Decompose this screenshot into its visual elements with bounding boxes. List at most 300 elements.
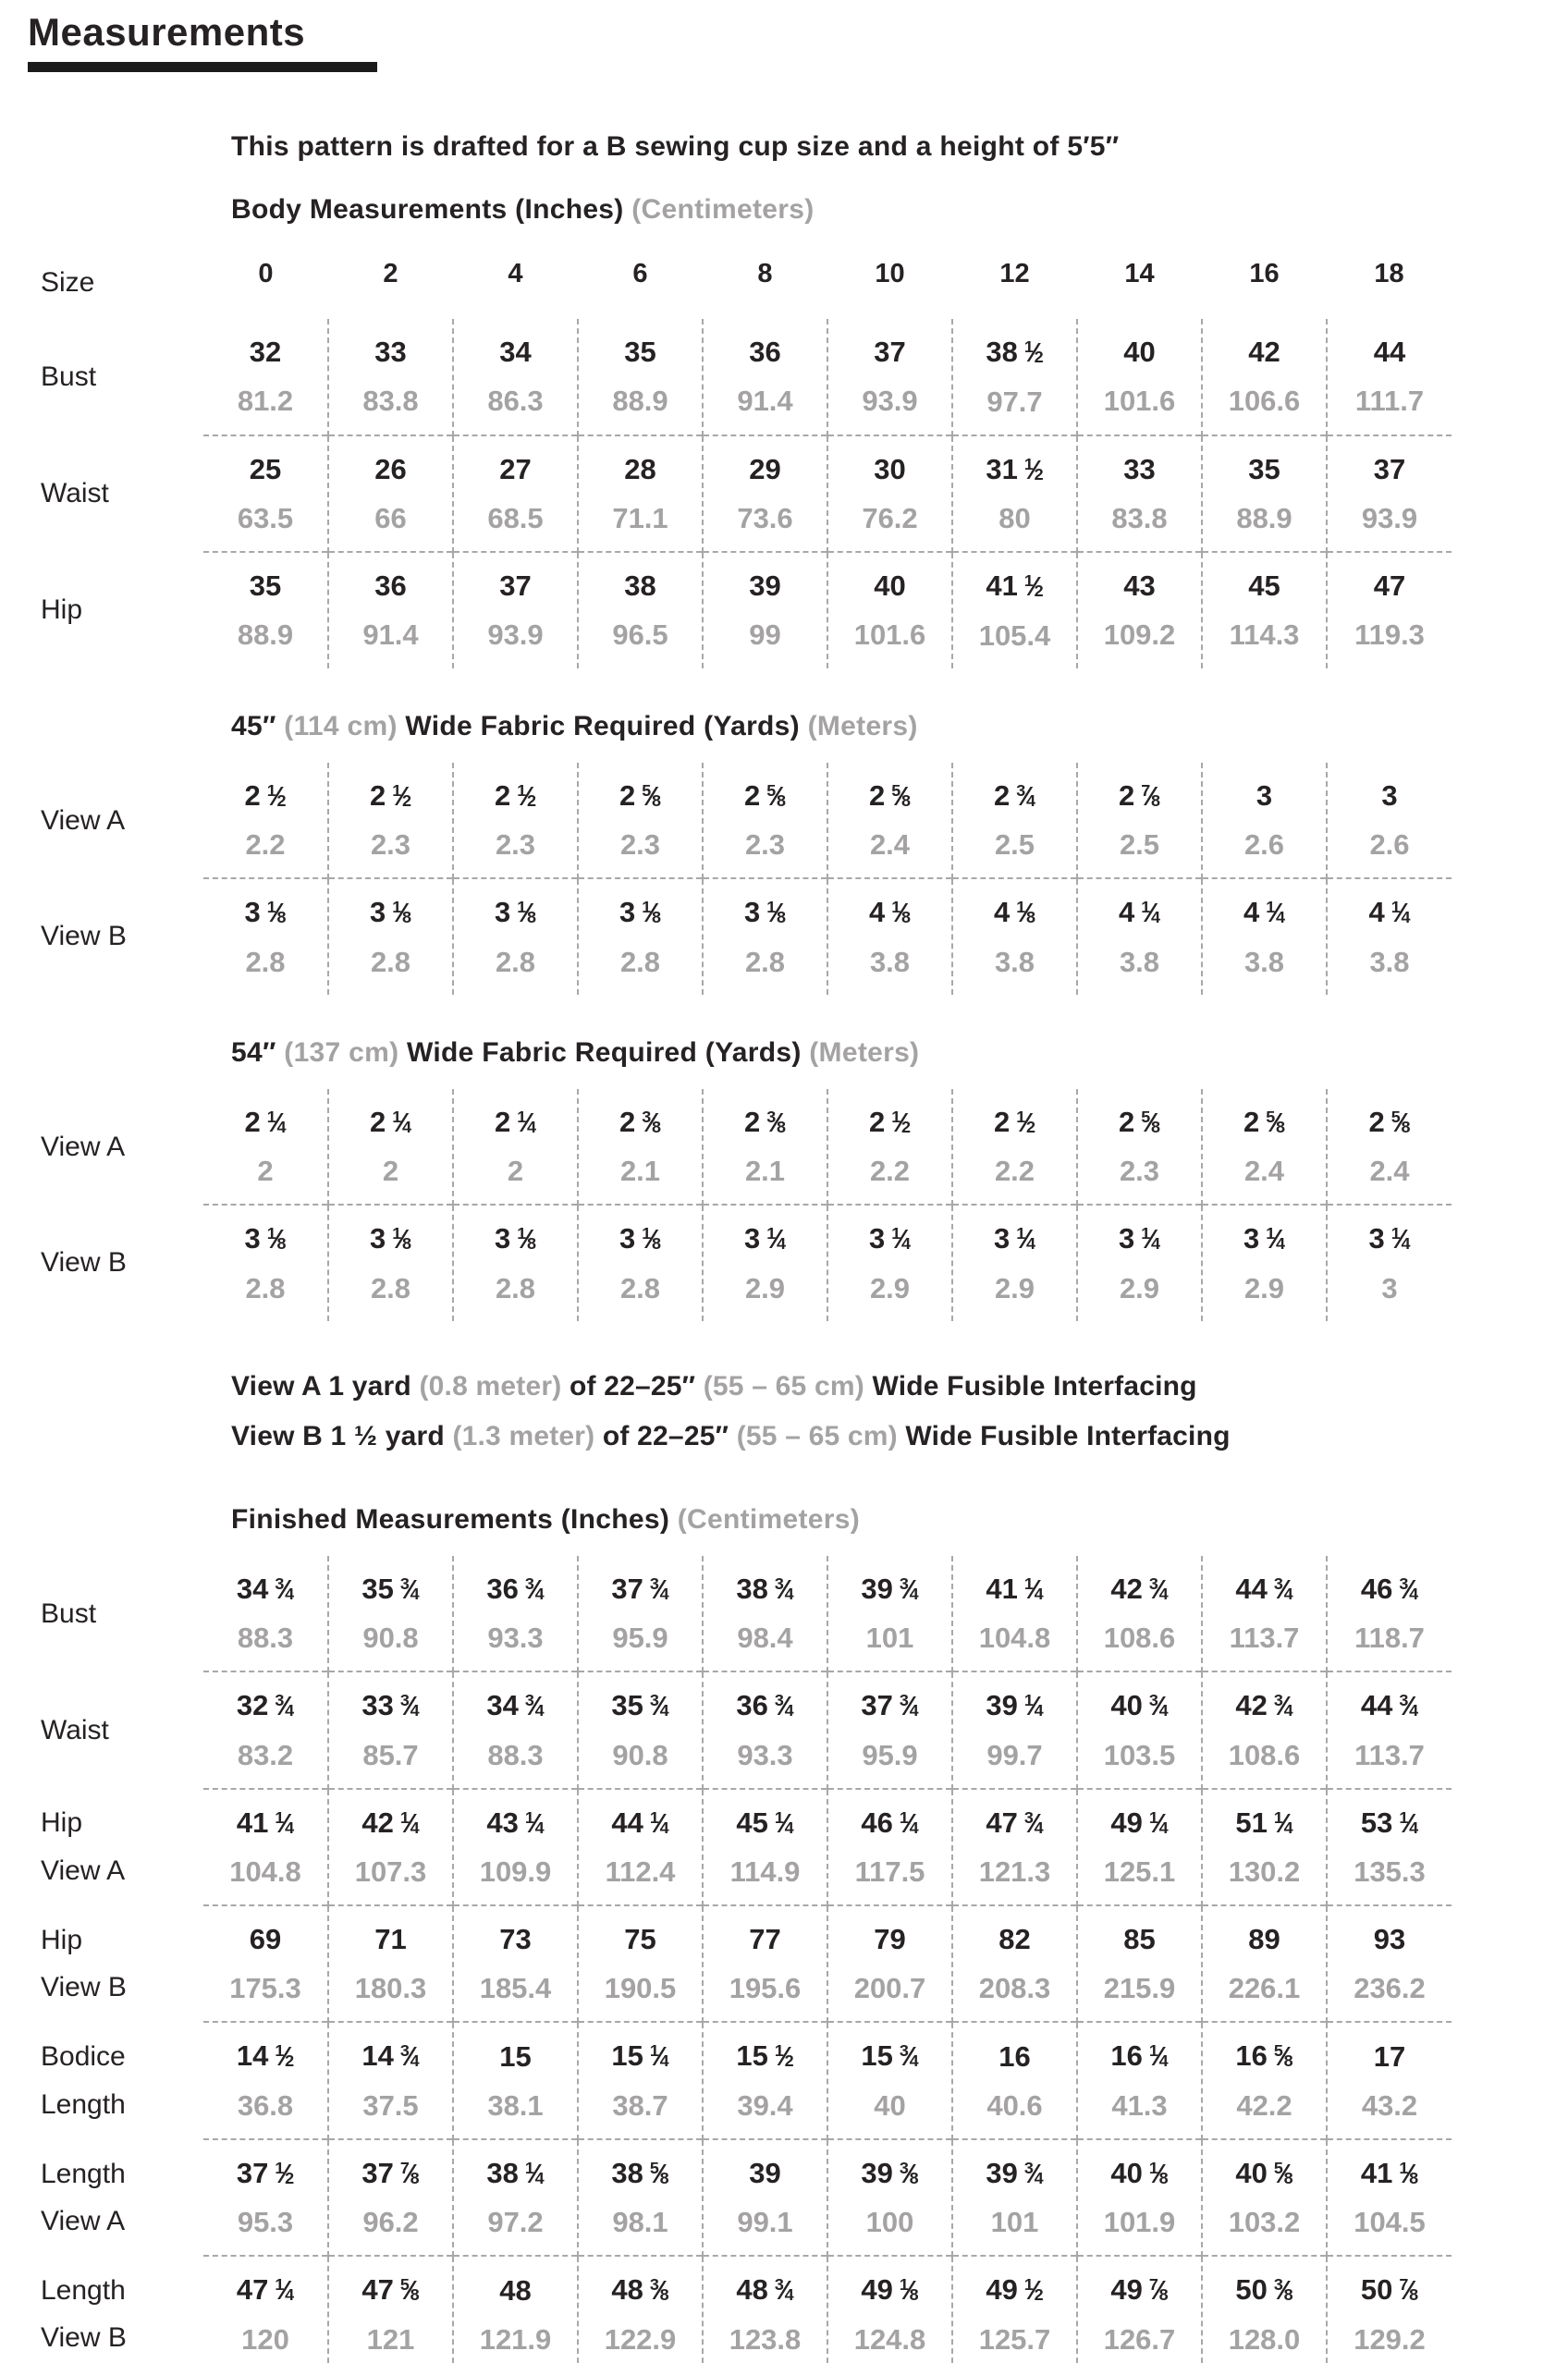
cm-value: 2.8 — [245, 1271, 286, 1304]
inches-value: 26 — [374, 452, 407, 485]
measurement-cell — [1327, 763, 1452, 879]
fraction: $^1$⁄4 — [1148, 1807, 1169, 1839]
cm-value: 114.9 — [729, 1855, 801, 1889]
row-waist — [28, 1671, 1452, 1789]
measurement-cell — [1077, 1671, 1202, 1789]
inches-value: 3 $^1$⁄8 — [244, 1222, 287, 1255]
inches-value: 4 $^1$⁄4 — [1243, 896, 1285, 929]
measurement-cell — [1077, 552, 1202, 668]
cm-value: 185.4 — [479, 1972, 552, 2005]
measurement-cell — [1327, 2022, 1452, 2139]
measurement-cell — [1202, 1671, 1327, 1789]
fraction: $^1$⁄4 — [1148, 2041, 1169, 2073]
fraction: $^1$⁄2 — [517, 780, 536, 812]
measurement-cell — [328, 878, 453, 995]
measurement-cell — [1202, 1556, 1327, 1672]
measurement-cell — [328, 435, 453, 553]
page-title: Measurements — [28, 10, 306, 54]
inches-value: 3 $^1$⁄8 — [619, 896, 661, 929]
inches-value: 38 — [624, 569, 656, 603]
inches-value: 32 $^3$⁄4 — [236, 1689, 295, 1722]
inches-value: 37 — [874, 336, 906, 369]
measurement-cell — [827, 552, 952, 668]
measurement-cell — [1077, 1205, 1202, 1321]
row-hip — [28, 552, 1452, 668]
cm-value: 88.3 — [487, 1738, 544, 1771]
fraction: $^1$⁄2 — [891, 1107, 911, 1138]
inches-value: 47 — [1373, 569, 1406, 603]
inches-value: 40 $^5$⁄8 — [1235, 2156, 1293, 2189]
imperial-text: Wide Fabric Required (Yards) — [398, 1036, 810, 1068]
measurement-cell — [578, 1789, 703, 1906]
measurement-cell — [827, 878, 952, 995]
measurement-cell — [578, 878, 703, 995]
inches-value: 42 $^3$⁄4 — [1235, 1689, 1293, 1722]
measurement-cell — [1327, 319, 1452, 435]
fraction: $^1$⁄2 — [392, 780, 411, 812]
cm-value: 120 — [241, 2322, 289, 2356]
inches-value: 3 $^1$⁄4 — [1243, 1222, 1285, 1255]
inches-value: 3 $^1$⁄4 — [868, 1222, 911, 1255]
cm-value: 101 — [865, 1622, 914, 1655]
cm-value: 2.4 — [1369, 1155, 1410, 1188]
measurement-cell — [203, 435, 328, 553]
row-view-b — [28, 1205, 1452, 1321]
inches-value: 15 $^1$⁄2 — [736, 2039, 794, 2073]
imperial-text: View A 1 yard — [231, 1370, 420, 1402]
cm-value: 2.9 — [1243, 1271, 1285, 1304]
inches-value: 3 $^1$⁄4 — [1118, 1222, 1160, 1255]
fraction: $^1$⁄4 — [524, 1807, 545, 1839]
cm-value: 104.8 — [978, 1622, 1051, 1655]
cm-value: 113.7 — [1229, 1622, 1300, 1655]
inches-value: 49 $^1$⁄8 — [861, 2273, 919, 2307]
intro-text: This pattern is drafted for a B sewing cup size and a height of 5′5″ — [231, 131, 1120, 163]
measurement-cell — [203, 2256, 328, 2363]
inches-value: 15 — [499, 2039, 532, 2073]
cm-value: 123.8 — [729, 2322, 802, 2356]
cm-value: 73.6 — [737, 501, 793, 534]
inches-value: 41 $^1$⁄4 — [986, 1572, 1044, 1605]
row-bust — [28, 1556, 1452, 1672]
row-waist — [28, 435, 1452, 553]
cm-value: 106.6 — [1228, 385, 1301, 418]
cm-value: 95.9 — [612, 1622, 668, 1655]
fraction: $^3$⁄8 — [642, 1107, 661, 1138]
row-bust — [28, 319, 1452, 435]
measurement-cell — [578, 1671, 703, 1789]
measurement-cell — [703, 319, 827, 435]
measurement-cell — [1077, 2022, 1202, 2139]
fraction: $^1$⁄8 — [766, 898, 786, 929]
fraction: $^5$⁄8 — [1390, 1107, 1411, 1138]
inches-value: 50 $^3$⁄8 — [1235, 2273, 1293, 2307]
row-label: View B — [41, 1247, 127, 1279]
measurement-cell — [203, 878, 328, 995]
inches-value: 49 $^1$⁄2 — [986, 2273, 1044, 2307]
inches-value: 3 $^1$⁄4 — [743, 1222, 786, 1255]
inches-value: 89 — [1248, 1923, 1280, 1956]
fraction: $^1$⁄8 — [517, 898, 536, 929]
body-measurements-table — [28, 246, 1452, 668]
inches-value: 37 — [499, 569, 532, 603]
measurement-cell — [952, 552, 1077, 668]
fraction: $^3$⁄4 — [1273, 1691, 1293, 1722]
cm-value: 122.9 — [604, 2322, 677, 2356]
fraction: $^1$⁄8 — [899, 2275, 919, 2307]
inches-value: 49 $^7$⁄8 — [1110, 2273, 1169, 2307]
measurement-cell — [1077, 319, 1202, 435]
inches-value: 39 $^3$⁄8 — [861, 2156, 919, 2189]
measurement-cell — [827, 319, 952, 435]
fraction: $^5$⁄8 — [1273, 2158, 1293, 2189]
fraction: $^1$⁄4 — [649, 2041, 669, 2073]
inches-value: 37 $^7$⁄8 — [361, 2156, 420, 2189]
cm-value: 121 — [366, 2322, 415, 2356]
inches-value: 34 — [499, 336, 532, 369]
cm-value: 180.3 — [354, 1972, 427, 2005]
inches-value: 3 — [1256, 778, 1273, 812]
fraction: $^3$⁄8 — [766, 1107, 786, 1138]
inches-value: 2 $^5$⁄8 — [743, 778, 786, 812]
inches-value: 14 $^1$⁄2 — [236, 2039, 295, 2073]
measurement-cell — [1077, 2256, 1202, 2363]
measurement-cell — [1202, 2256, 1327, 2363]
inches-value: 40 $^1$⁄8 — [1110, 2156, 1169, 2189]
cm-value: 95.9 — [862, 1738, 918, 1771]
measurement-cell — [1202, 2139, 1327, 2257]
cm-value: 38.7 — [612, 2088, 668, 2122]
row-hip-view-b — [28, 1905, 1452, 2022]
fraction: $^3$⁄4 — [1023, 2158, 1044, 2189]
measurement-cell — [453, 2139, 578, 2257]
inches-value: 39 — [749, 2157, 781, 2190]
inches-value: 35 — [624, 336, 656, 369]
cm-value: 39.4 — [737, 2088, 793, 2122]
measurement-cell — [1077, 1905, 1202, 2022]
inches-value: 2 $^1$⁄4 — [494, 1105, 536, 1138]
measurement-cell — [827, 763, 952, 879]
metric-text: (0.8 meter) — [419, 1370, 562, 1402]
measurement-cell — [328, 2139, 453, 2257]
measurement-cell — [1202, 552, 1327, 668]
cm-value: 80 — [998, 502, 1031, 535]
fraction: $^3$⁄4 — [899, 2041, 919, 2073]
measurement-cell — [952, 1205, 1077, 1321]
cm-value: 124.8 — [853, 2322, 926, 2356]
fraction: $^1$⁄4 — [649, 1807, 669, 1839]
cm-value: 129.2 — [1354, 2322, 1426, 2356]
fraction: $^3$⁄4 — [275, 1573, 295, 1605]
measurement-cell — [703, 435, 827, 553]
inches-value: 79 — [874, 1923, 906, 1956]
cm-value: 95.3 — [237, 2206, 294, 2239]
row-bodice-length — [28, 2022, 1452, 2139]
measurement-cell — [827, 1905, 952, 2022]
imperial-text: of 22–25″ — [561, 1370, 704, 1402]
cm-value: 88.9 — [1236, 501, 1292, 534]
cm-value: 195.6 — [729, 1972, 802, 2005]
fraction: $^1$⁄4 — [1141, 1224, 1160, 1255]
cm-value: 91.4 — [737, 385, 793, 418]
inches-value: 16 — [998, 2039, 1031, 2073]
measurement-cell — [578, 1205, 703, 1321]
measurement-cell — [827, 1556, 952, 1672]
inches-value: 39 $^1$⁄4 — [986, 1689, 1044, 1722]
cm-value: 103.5 — [1103, 1738, 1176, 1771]
inches-value: 71 — [374, 1923, 407, 1956]
cm-value: 118.7 — [1354, 1622, 1425, 1655]
measurement-cell — [1327, 435, 1452, 553]
inches-value: 32 — [249, 336, 282, 369]
fraction: $^1$⁄8 — [392, 898, 411, 929]
row-label: Length View A — [41, 2158, 126, 2237]
fraction: $^3$⁄4 — [774, 1573, 794, 1605]
imperial-text: 54″ — [231, 1036, 285, 1068]
inches-value: 69 — [249, 1923, 282, 1956]
inches-value: 77 — [749, 1923, 781, 1956]
measurement-cell — [328, 1905, 453, 2022]
measurement-cell — [952, 878, 1077, 995]
cm-value: 66 — [374, 501, 407, 534]
measurement-cell — [1327, 1205, 1452, 1321]
fraction: $^5$⁄8 — [766, 780, 786, 812]
cm-value: 117.5 — [854, 1855, 925, 1889]
inches-value: 4 $^1$⁄8 — [993, 896, 1035, 929]
cm-value: 2.8 — [619, 1271, 661, 1304]
cm-value: 119.3 — [1354, 618, 1425, 652]
row-label: Hip — [41, 594, 83, 626]
inches-value: 16 $^5$⁄8 — [1235, 2039, 1293, 2073]
measurement-cell — [1077, 1089, 1202, 1206]
fraction: $^1$⁄2 — [1023, 454, 1044, 485]
cm-value: 208.3 — [978, 1972, 1051, 2005]
row-view-a — [28, 763, 1452, 879]
size-value: 8 — [757, 259, 773, 289]
fraction: $^7$⁄8 — [1148, 2275, 1169, 2307]
row-view-b — [28, 878, 1452, 995]
inches-value: 30 — [874, 452, 906, 485]
fraction: $^1$⁄4 — [392, 1107, 411, 1138]
fraction: $^1$⁄4 — [766, 1224, 786, 1255]
inches-value: 44 $^3$⁄4 — [1360, 1689, 1419, 1722]
measurement-cell — [453, 1905, 578, 2022]
fraction: $^3$⁄4 — [1148, 1573, 1169, 1605]
cm-value: 42.2 — [1236, 2088, 1292, 2122]
cm-value: 96.5 — [612, 618, 668, 652]
measurement-cell — [1077, 763, 1202, 879]
row-length-view-b — [28, 2256, 1452, 2363]
fraction: $^1$⁄4 — [266, 1107, 287, 1138]
measurement-cell — [1327, 878, 1452, 995]
cm-value: 83.8 — [1111, 501, 1168, 534]
metric-text: (Meters) — [807, 710, 918, 741]
fraction: $^3$⁄4 — [399, 1573, 420, 1605]
fraction: $^3$⁄4 — [1016, 780, 1035, 812]
measurement-cell — [578, 1556, 703, 1672]
measurement-cell — [453, 319, 578, 435]
measurement-cell — [328, 552, 453, 668]
imperial-text: Wide Fusible Interfacing — [897, 1420, 1231, 1451]
measurement-cell — [1202, 1089, 1327, 1206]
inches-value: 40 $^3$⁄4 — [1110, 1689, 1169, 1722]
fraction: $^3$⁄8 — [1273, 2275, 1293, 2307]
measurement-cell — [1327, 552, 1452, 668]
cm-value: 111.7 — [1354, 385, 1425, 418]
section-title-finished-measurements — [231, 1504, 1568, 1536]
cm-value: 125.7 — [978, 2322, 1051, 2356]
cm-value: 88.9 — [612, 385, 668, 418]
imperial-text: 45″ — [231, 710, 285, 741]
cm-value: 63.5 — [237, 501, 294, 534]
inches-value: 37 — [1373, 452, 1406, 485]
inches-value: 50 $^7$⁄8 — [1360, 2273, 1419, 2307]
measurement-cell — [203, 1205, 328, 1321]
interfacing-line — [231, 1412, 1568, 1462]
cm-value: 41.3 — [1111, 2088, 1168, 2122]
inches-value: 2 $^5$⁄8 — [1243, 1105, 1285, 1138]
measurement-cell — [1327, 2139, 1452, 2257]
fabric-54-table — [28, 1089, 1452, 1321]
cm-value: 71.1 — [612, 501, 668, 534]
cm-value: 2 — [507, 1155, 524, 1188]
measurement-cell — [578, 2139, 703, 2257]
imperial-text: Wide Fusible Interfacing — [864, 1370, 1197, 1402]
interfacing-line — [231, 1362, 1568, 1412]
fraction: $^5$⁄8 — [1141, 1107, 1160, 1138]
fraction: $^3$⁄4 — [275, 1691, 295, 1722]
cm-value: 2.3 — [1119, 1155, 1160, 1188]
interfacing-notes — [231, 1362, 1568, 1462]
row-label: View A — [41, 804, 126, 836]
cm-value: 2.8 — [744, 945, 786, 978]
metric-text: (55 – 65 cm) — [703, 1370, 864, 1402]
inches-value: 36 — [374, 569, 407, 603]
inches-value: 53 $^1$⁄4 — [1360, 1806, 1419, 1839]
measurement-cell — [1327, 1905, 1452, 2022]
measurement-cell — [453, 1671, 578, 1789]
cm-value: 3.8 — [1119, 945, 1160, 978]
imperial-text: Wide Fabric Required (Yards) — [397, 710, 808, 741]
size-value: 14 — [1124, 259, 1155, 289]
row-label: Bodice Length — [41, 2041, 126, 2120]
cm-value: 36.8 — [237, 2088, 294, 2122]
measurement-cell — [203, 2022, 328, 2139]
fraction: $^1$⁄4 — [1266, 898, 1285, 929]
inches-value: 2 $^5$⁄8 — [1368, 1105, 1411, 1138]
inches-value: 2 $^1$⁄4 — [244, 1105, 287, 1138]
inches-value: 2 $^1$⁄2 — [494, 778, 536, 812]
size-value: 12 — [999, 259, 1030, 289]
measurement-cell — [952, 1789, 1077, 1906]
inches-value: 41 $^1$⁄4 — [236, 1806, 295, 1839]
fraction: $^1$⁄4 — [1399, 1807, 1419, 1839]
cm-value: 128.0 — [1228, 2322, 1301, 2356]
inches-value: 47 $^3$⁄4 — [986, 1806, 1044, 1839]
cm-value: 93.9 — [487, 618, 544, 652]
fraction: $^3$⁄4 — [1399, 1573, 1419, 1605]
metric-text: (Meters) — [809, 1036, 920, 1068]
cm-value: 68.5 — [487, 501, 544, 534]
fraction: $^5$⁄8 — [891, 780, 911, 812]
fraction: $^1$⁄8 — [392, 1224, 411, 1255]
measurement-cell — [952, 435, 1077, 553]
cm-value: 76.2 — [862, 501, 918, 534]
measurement-cell — [453, 763, 578, 879]
inches-value: 3 — [1381, 778, 1398, 812]
cm-value: 226.1 — [1228, 1972, 1301, 2005]
cm-value: 2.2 — [245, 828, 286, 862]
fraction: $^3$⁄4 — [1399, 1691, 1419, 1722]
measurement-cell — [328, 1671, 453, 1789]
cm-value: 85.7 — [362, 1738, 419, 1771]
fraction: $^1$⁄8 — [266, 1224, 287, 1255]
fraction: $^3$⁄4 — [399, 2041, 420, 2073]
cm-value: 38.1 — [487, 2088, 544, 2122]
inches-value: 2 $^5$⁄8 — [1118, 1105, 1160, 1138]
fabric-45-table — [28, 763, 1452, 995]
inches-value: 35 — [1248, 452, 1280, 485]
measurement-cell — [827, 1205, 952, 1321]
cm-value: 2.8 — [619, 945, 661, 978]
inches-value: 41 $^1$⁄8 — [1360, 2156, 1419, 2189]
measurement-cell — [827, 2139, 952, 2257]
fraction: $^1$⁄4 — [1023, 1691, 1044, 1722]
cm-value: 2.8 — [245, 945, 286, 978]
inches-value: 93 — [1373, 1923, 1406, 1956]
measurement-cell — [578, 2256, 703, 2363]
fraction: $^1$⁄4 — [1273, 1807, 1293, 1839]
inches-value: 2 $^1$⁄2 — [868, 1105, 911, 1138]
cm-value: 2.9 — [744, 1271, 786, 1304]
fraction: $^5$⁄8 — [642, 780, 661, 812]
inches-value: 36 $^3$⁄4 — [736, 1689, 794, 1722]
inches-value: 42 $^3$⁄4 — [1110, 1572, 1169, 1605]
cm-value: 97.2 — [487, 2206, 544, 2239]
row-hip-view-a — [28, 1789, 1452, 1906]
measurement-cell — [1077, 435, 1202, 553]
cm-value: 108.6 — [1103, 1622, 1176, 1655]
cm-value: 96.2 — [362, 2206, 419, 2239]
cm-value: 3.8 — [869, 945, 911, 978]
row-label: Hip View B — [41, 1924, 127, 2003]
fraction: $^1$⁄8 — [517, 1224, 536, 1255]
cm-value: 135.3 — [1354, 1855, 1426, 1889]
row-label: Length View B — [41, 2274, 127, 2354]
cm-value: 109.9 — [479, 1855, 552, 1889]
cm-value: 109.2 — [1103, 618, 1176, 652]
row-label: Bust — [41, 361, 97, 393]
inches-value: 3 $^1$⁄8 — [369, 1222, 411, 1255]
imperial-text: Finished Measurements (Inches) — [231, 1503, 678, 1535]
cm-value: 88.9 — [237, 618, 294, 652]
fraction: $^1$⁄4 — [1141, 898, 1160, 929]
cm-value: 2.8 — [370, 1271, 411, 1304]
inches-value: 15 $^3$⁄4 — [861, 2039, 919, 2073]
fraction: $^1$⁄4 — [517, 1107, 536, 1138]
measurement-cell — [703, 878, 827, 995]
measurement-cell — [952, 763, 1077, 879]
metric-text: (Centimeters) — [631, 194, 815, 226]
measurement-cell — [1202, 878, 1327, 995]
measurement-cell — [1202, 1789, 1327, 1906]
inches-value: 40 — [1123, 336, 1156, 369]
inches-value: 2 $^3$⁄8 — [743, 1105, 786, 1138]
measurement-cell — [453, 1556, 578, 1672]
inches-value: 85 — [1123, 1923, 1156, 1956]
cm-value: 3.8 — [994, 945, 1035, 978]
inches-value: 39 — [749, 569, 781, 603]
